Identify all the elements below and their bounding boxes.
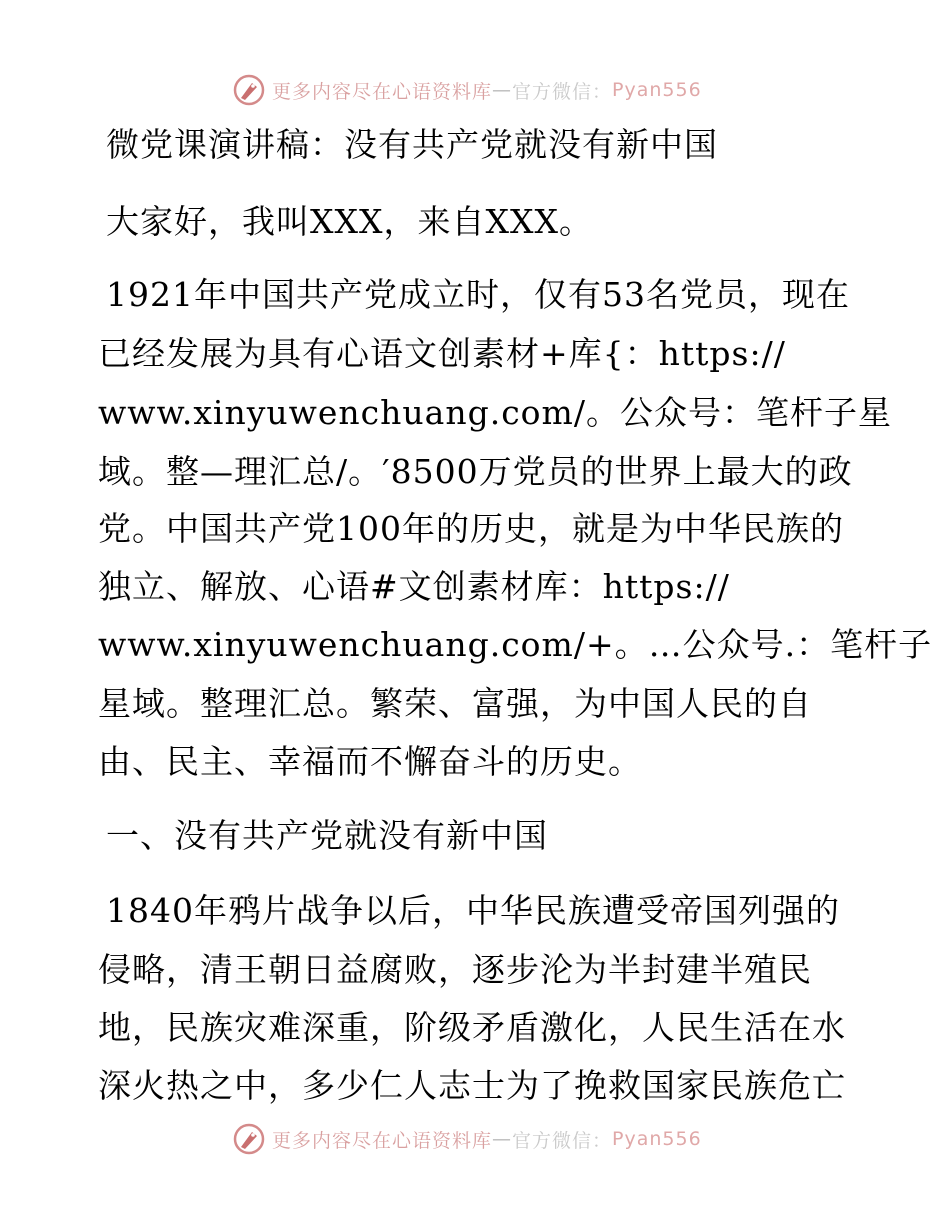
paragraph1-line: 域。整—理汇总/。′8500万党员的世界上最大的政 <box>98 452 853 491</box>
paragraph1-line: 独立、解放、心语#文创素材库：https:// <box>98 567 730 606</box>
watermark-site-text: 更多内容尽在心语资料库 <box>272 1129 493 1152</box>
paragraph1-line: 已经发展为具有心语文创素材+库{：https:// <box>98 334 786 373</box>
pen-nib-logo-icon <box>232 73 266 107</box>
paragraph1-line: www.xinyuwenchuang.com/。公众号：笔杆子星 <box>98 393 892 432</box>
watermark-footer <box>232 1121 702 1157</box>
paragraph1-line: 党。中国共产党100年的历史，就是为中华民族的 <box>98 509 844 548</box>
watermark-site-text: 更多内容尽在心语资料库 <box>272 80 493 103</box>
paragraph2-line: 深火热之中，多少仁人志士为了挽救国家民族危亡 <box>98 1066 846 1105</box>
watermark-wechat-id: Pyan556 <box>612 79 702 101</box>
paragraph2-line: 1840年鸦片战争以后，中华民族遭受帝国列强的 <box>106 891 840 930</box>
watermark-header <box>232 72 702 108</box>
pen-nib-logo-icon <box>232 1122 266 1156</box>
paragraph1-line: www.xinyuwenchuang.com/+。…公众号.：笔杆子 <box>98 625 933 664</box>
watermark-wechat-label: 官方微信： <box>512 80 613 103</box>
watermark-wechat-label: 官方微信： <box>512 1129 613 1152</box>
paragraph2-line: 地，民族灾难深重，阶级矛盾激化，人民生活在水 <box>98 1008 846 1047</box>
paragraph1-line: 1921年中国共产党成立时，仅有53名党员，现在 <box>106 275 850 314</box>
watermark-separator: — <box>492 1128 513 1150</box>
paragraph1-line: 由、民主、幸福而不懈奋斗的历史。 <box>98 742 642 781</box>
section-heading: 一、没有共产党就没有新中国 <box>106 816 548 855</box>
watermark-wechat-id: Pyan556 <box>612 1128 702 1150</box>
document-title: 微党课演讲稿：没有共产党就没有新中国 <box>106 125 718 164</box>
greeting-text: 大家好，我叫XXX，来自XXX。 <box>106 202 593 241</box>
paragraph1-line: 星域。整理汇总。繁荣、富强，为中国人民的自 <box>98 684 812 723</box>
paragraph2-line: 侵略，清王朝日益腐败，逐步沦为半封建半殖民 <box>98 950 812 989</box>
watermark-separator: — <box>492 79 513 101</box>
